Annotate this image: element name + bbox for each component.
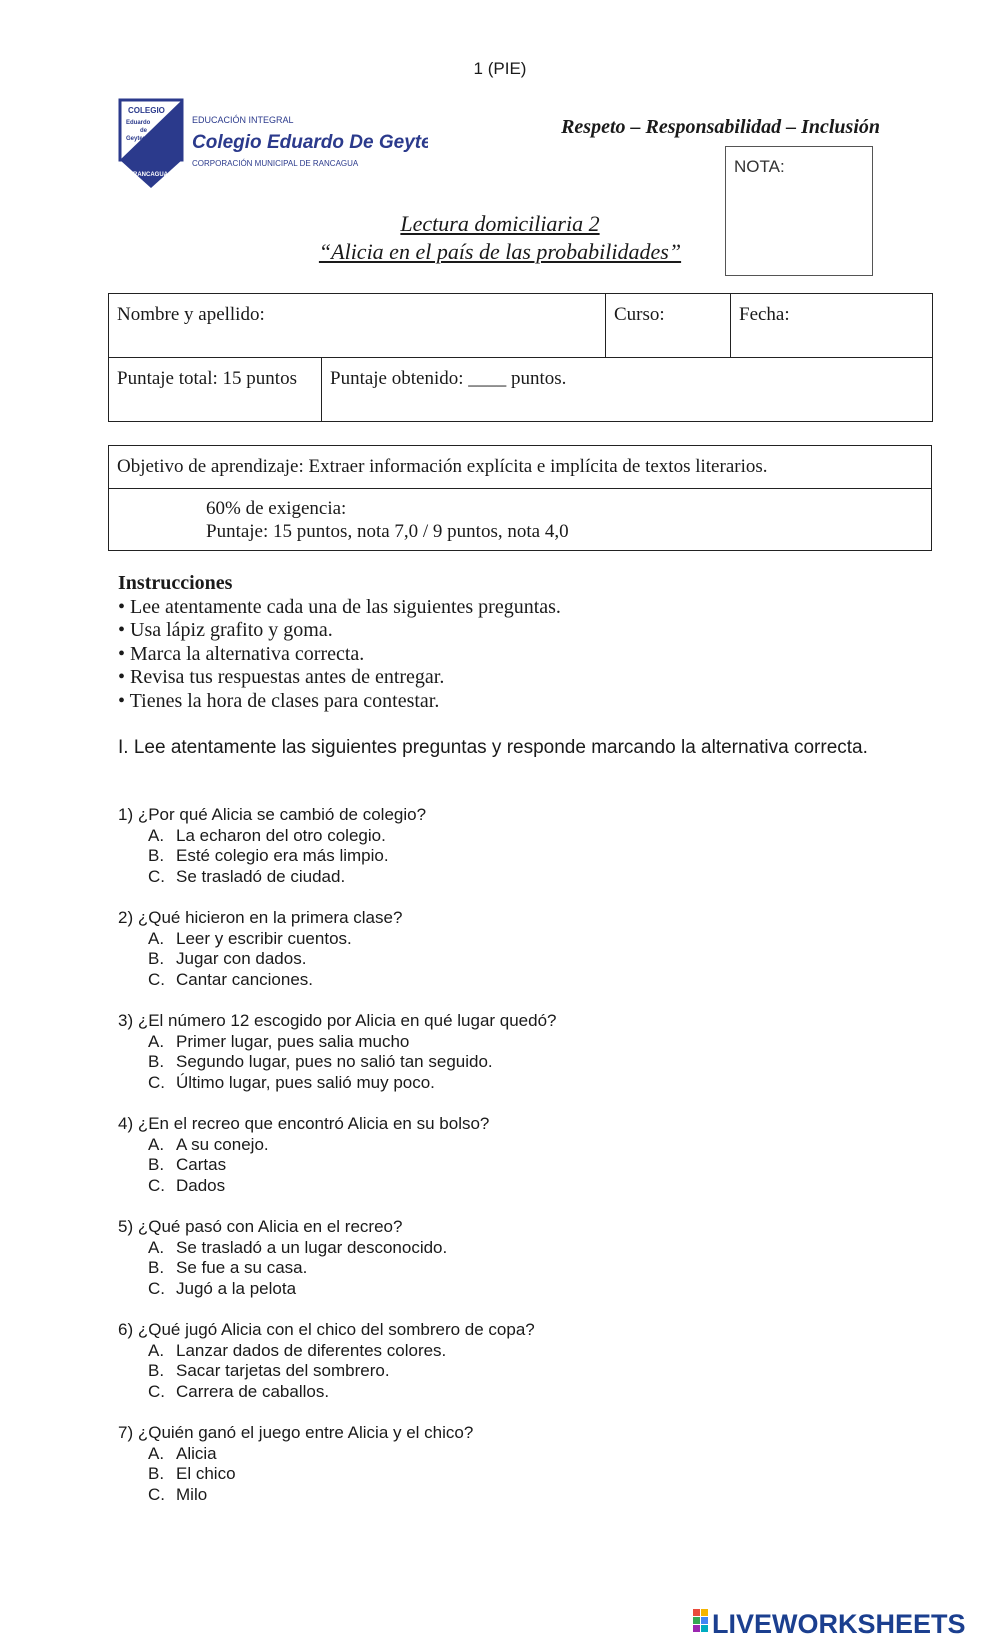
question-5 bbox=[118, 1217, 447, 1299]
instructions-title: Instrucciones bbox=[118, 572, 233, 594]
section-title: I. Lee atentamente las siguientes preguntas y responde marcando la alternativa correcta. bbox=[118, 737, 868, 758]
svg-text:de: de bbox=[140, 128, 148, 134]
instructions bbox=[118, 572, 561, 714]
question-text: 3) ¿El número 12 escogido por Alicia en qué lugar quedó? bbox=[118, 1011, 557, 1030]
option-b[interactable]: B. Cartas bbox=[148, 1155, 227, 1175]
school-motto: Respeto – Responsabilidad – Inclusión bbox=[561, 116, 880, 138]
option-c[interactable]: C. Milo bbox=[148, 1484, 208, 1504]
objective-table bbox=[108, 445, 932, 551]
question-text: 1) ¿Por qué Alicia se cambió de colegio? bbox=[118, 805, 427, 824]
svg-text:Eduardo: Eduardo bbox=[126, 120, 151, 126]
option-b[interactable]: B. Se fue a su casa. bbox=[148, 1258, 308, 1278]
option-a[interactable]: A. Leer y escribir cuentos. bbox=[148, 928, 352, 948]
school-crest-icon bbox=[118, 98, 428, 190]
svg-text:COLEGIO: COLEGIO bbox=[128, 106, 165, 115]
question-text: 2) ¿Qué hicieron en la primera clase? bbox=[118, 908, 403, 927]
option-b[interactable]: B. Esté colegio era más limpio. bbox=[148, 846, 389, 866]
instruction-item: • Tienes la hora de clases para contestar. bbox=[118, 689, 440, 712]
instruction-item: • Marca la alternativa correcta. bbox=[118, 642, 365, 665]
svg-text:Colegio Eduardo De Geyter: Colegio Eduardo De Geyter bbox=[192, 132, 428, 153]
option-a[interactable]: A. Alicia bbox=[148, 1443, 217, 1463]
question-text: 7) ¿Quién ganó el juego entre Alicia y el chico? bbox=[118, 1423, 474, 1442]
obtained-score-field[interactable]: Puntaje obtenido: ____ puntos. bbox=[322, 358, 933, 422]
liveworksheets-watermark bbox=[693, 1605, 993, 1639]
option-c[interactable]: C. Dados bbox=[148, 1175, 226, 1195]
score-table bbox=[108, 357, 933, 422]
instruction-item: • Usa lápiz grafito y goma. bbox=[118, 619, 333, 642]
option-b[interactable]: B. Sacar tarjetas del sombrero. bbox=[148, 1361, 390, 1381]
liveworksheets-logo-icon bbox=[693, 1605, 993, 1639]
grade-label: NOTA: bbox=[734, 157, 785, 176]
course-field[interactable]: Curso: bbox=[606, 294, 731, 358]
question-1 bbox=[118, 805, 426, 887]
svg-text:CORPORACIÓN MUNICIPAL DE RANCA: CORPORACIÓN MUNICIPAL DE RANCAGUA bbox=[192, 159, 359, 168]
option-a[interactable]: A. A su conejo. bbox=[148, 1134, 269, 1154]
question-2 bbox=[118, 908, 402, 990]
instruction-item: • Revisa tus respuestas antes de entregar. bbox=[118, 666, 445, 689]
question-text: 5) ¿Qué pasó con Alicia en el recreo? bbox=[118, 1217, 403, 1236]
learning-objective: Objetivo de aprendizaje: Extraer información explícita e implícita de textos literarios. bbox=[109, 446, 932, 489]
student-info-table bbox=[108, 293, 933, 358]
document-title: Lectura domiciliaria 2 bbox=[400, 211, 600, 236]
option-c[interactable]: C. Último lugar, pues salió muy poco. bbox=[148, 1072, 435, 1092]
question-text: 4) ¿En el recreo que encontró Alicia en su bolso? bbox=[118, 1114, 490, 1133]
question-4 bbox=[118, 1114, 489, 1196]
date-field[interactable]: Fecha: bbox=[731, 294, 933, 358]
option-c[interactable]: C. Se trasladó de ciudad. bbox=[148, 866, 346, 886]
option-c[interactable]: C. Carrera de caballos. bbox=[148, 1381, 330, 1401]
requirement-text: 60% de exigencia: bbox=[206, 498, 347, 519]
svg-text:EDUCACIÓN INTEGRAL: EDUCACIÓN INTEGRAL bbox=[192, 115, 294, 125]
scale-text: Puntaje: 15 puntos, nota 7,0 / 9 puntos, nota 4,0 bbox=[206, 521, 569, 542]
option-b[interactable]: B. Segundo lugar, pues no salió tan seguido. bbox=[148, 1052, 493, 1072]
option-a[interactable]: A. Primer lugar, pues salia mucho bbox=[148, 1031, 410, 1051]
svg-text:Geyter: Geyter bbox=[126, 136, 146, 142]
name-field[interactable]: Nombre y apellido: bbox=[109, 294, 606, 358]
question-3 bbox=[118, 1011, 557, 1093]
option-c[interactable]: C. Cantar canciones. bbox=[148, 969, 314, 989]
option-a[interactable]: A. Lanzar dados de diferentes colores. bbox=[148, 1340, 447, 1360]
document-subtitle: “Alicia en el país de las probabilidades” bbox=[318, 239, 682, 264]
option-a[interactable]: A. La echaron del otro colegio. bbox=[148, 825, 386, 845]
option-c[interactable]: C. Jugó a la pelota bbox=[148, 1278, 297, 1298]
option-b[interactable]: B. Jugar con dados. bbox=[148, 949, 307, 969]
school-logo bbox=[118, 98, 428, 190]
question-6 bbox=[118, 1320, 535, 1402]
instruction-item: • Lee atentamente cada una de las siguientes preguntas. bbox=[118, 595, 561, 618]
page-number: 1 (PIE) bbox=[473, 59, 527, 78]
svg-text:RANCAGUA: RANCAGUA bbox=[133, 172, 168, 178]
total-score: Puntaje total: 15 puntos bbox=[109, 358, 322, 422]
option-a[interactable]: A. Se trasladó a un lugar desconocido. bbox=[148, 1237, 448, 1257]
question-7 bbox=[118, 1423, 473, 1505]
grading-scale bbox=[109, 489, 932, 551]
svg-text:LIVEWORKSHEETS: LIVEWORKSHEETS bbox=[712, 1609, 966, 1639]
option-b[interactable]: B. El chico bbox=[148, 1464, 236, 1484]
question-text: 6) ¿Qué jugó Alicia con el chico del sombrero de copa? bbox=[118, 1320, 535, 1339]
